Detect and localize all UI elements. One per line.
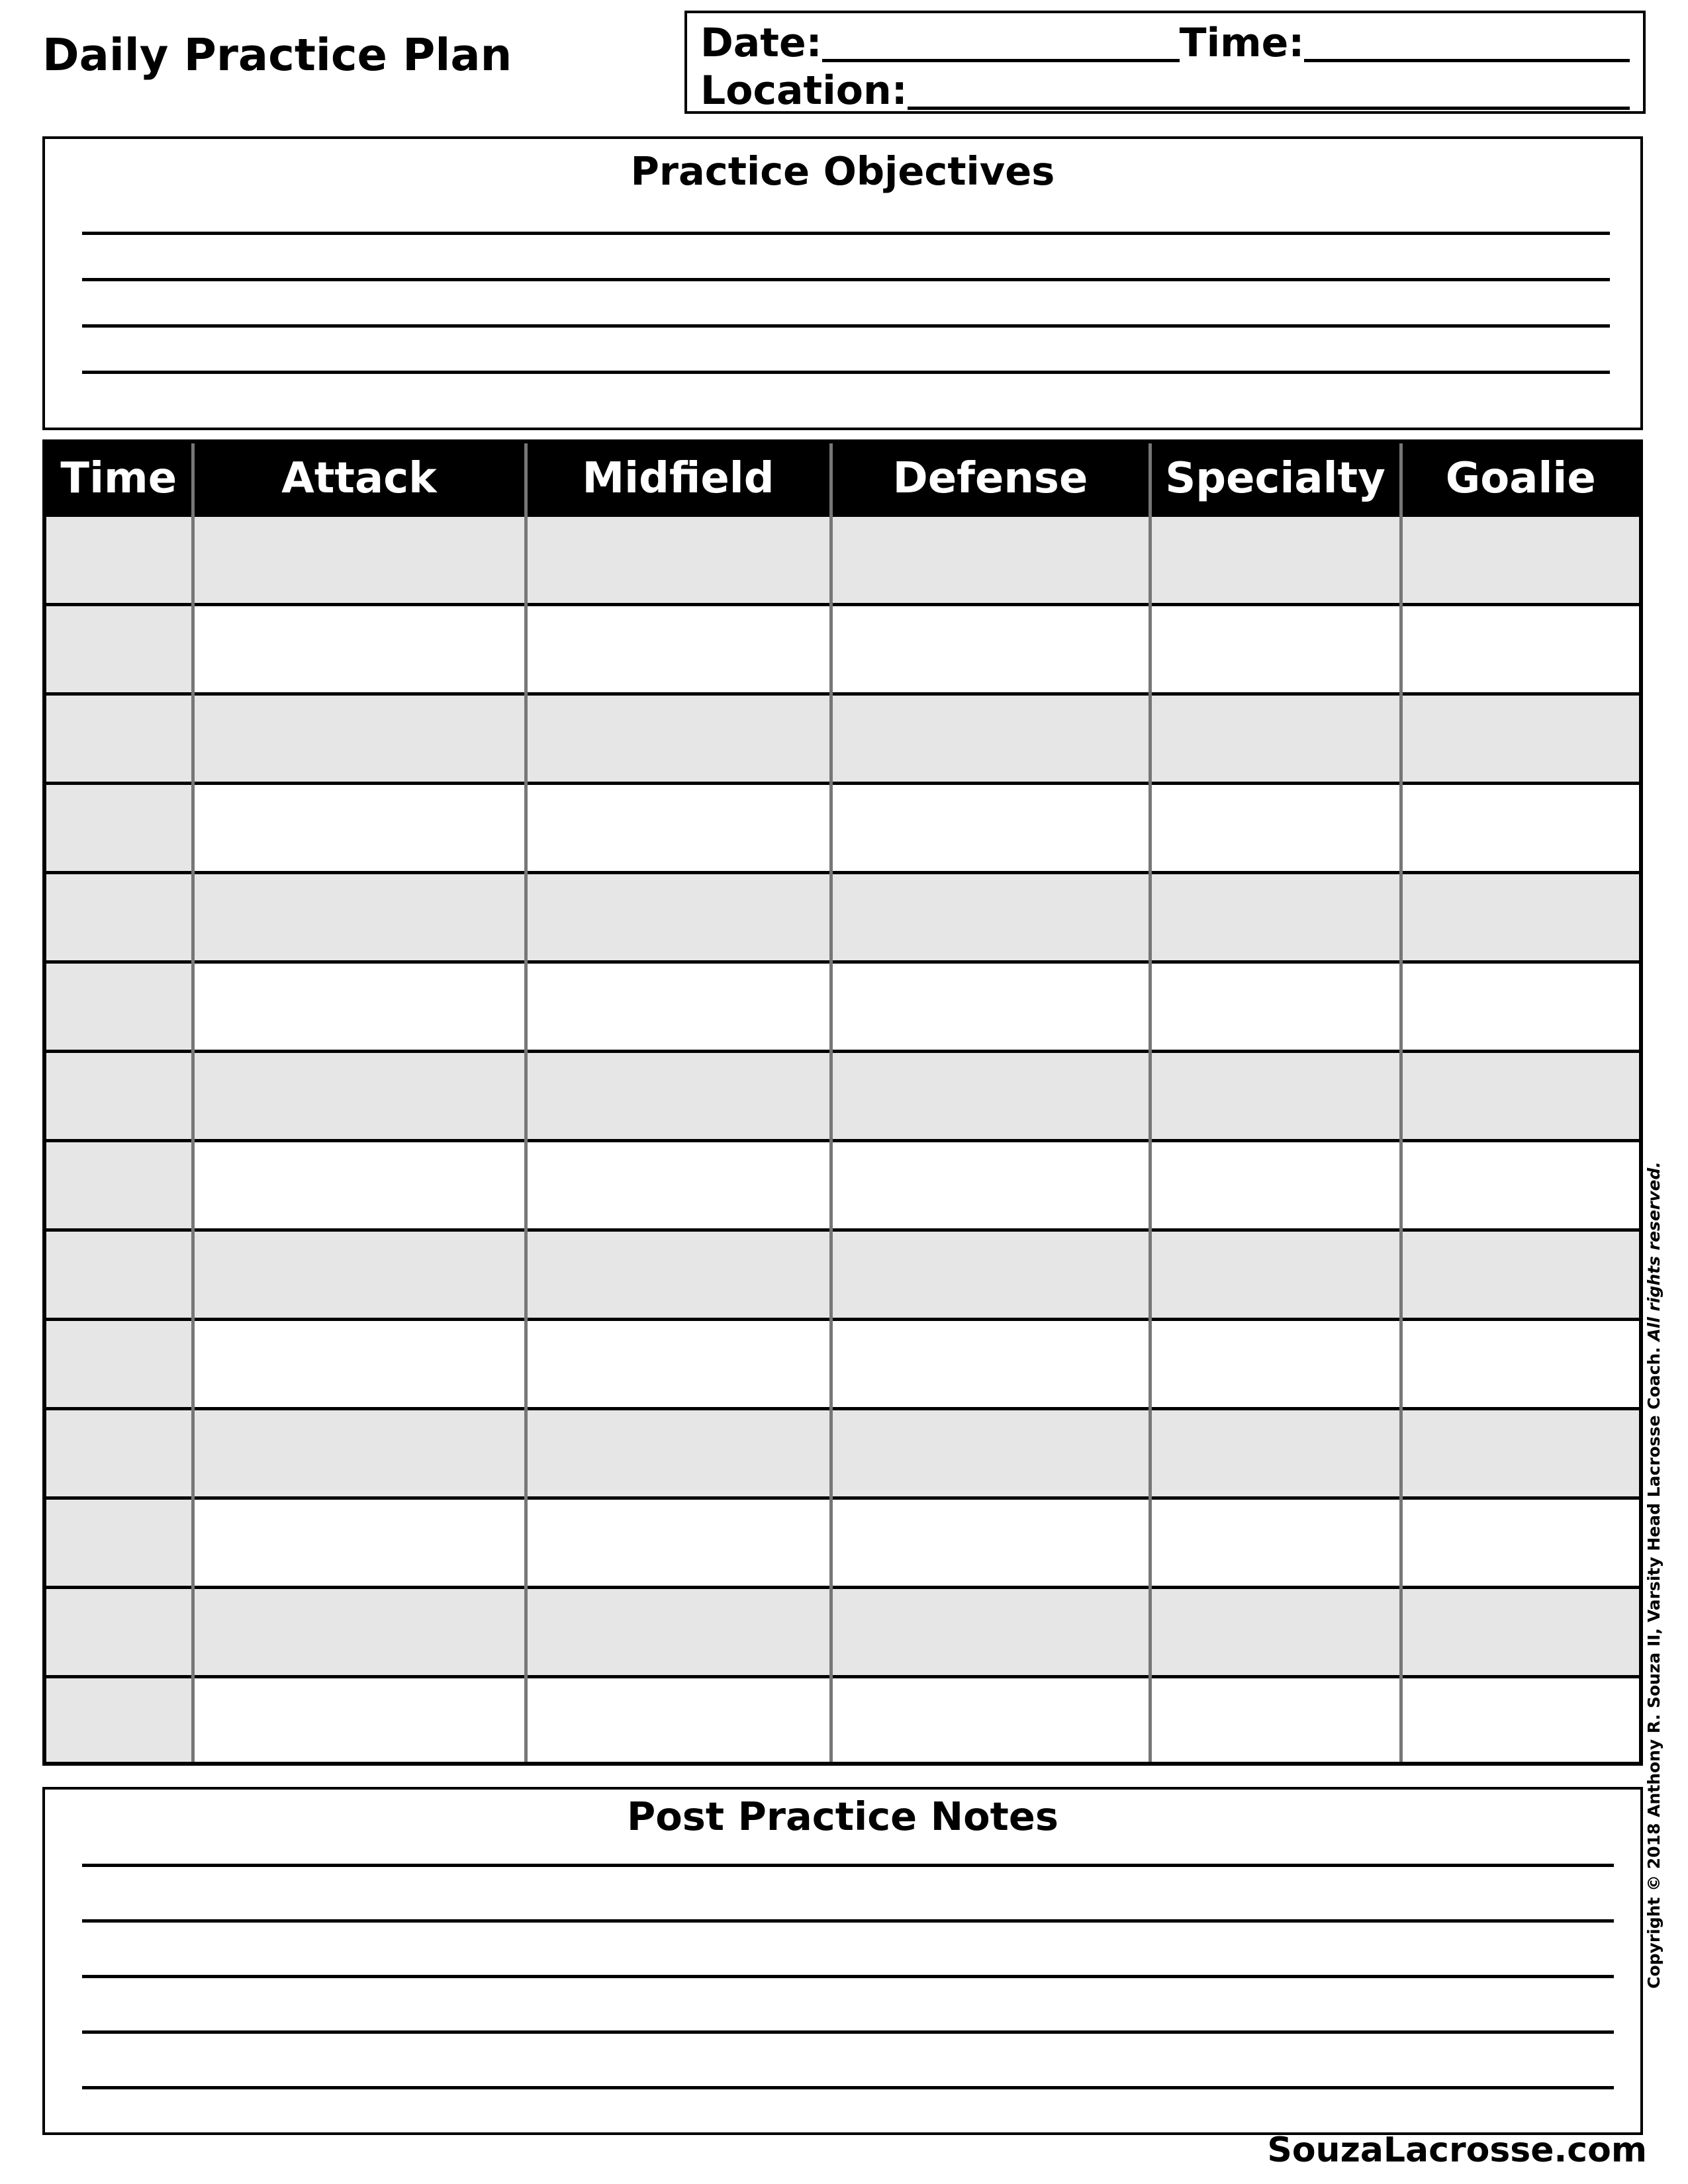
cell-attack[interactable]: [193, 1677, 526, 1765]
column-header-goalie: Goalie: [1401, 443, 1639, 516]
practice-objectives-title: Practice Objectives: [630, 148, 1055, 194]
cell-defense[interactable]: [831, 873, 1150, 962]
cell-specialty[interactable]: [1150, 873, 1401, 962]
cell-specialty[interactable]: [1150, 605, 1401, 694]
objective-line[interactable]: [82, 232, 1610, 235]
cell-specialty[interactable]: [1150, 1052, 1401, 1141]
time-label: Time:: [1179, 20, 1305, 66]
cell-goalie[interactable]: [1401, 694, 1639, 784]
table-row: [46, 1052, 1639, 1141]
cell-goalie[interactable]: [1401, 1588, 1639, 1677]
cell-time[interactable]: [46, 694, 193, 784]
cell-attack[interactable]: [193, 1588, 526, 1677]
cell-midfield[interactable]: [526, 1052, 831, 1141]
cell-specialty[interactable]: [1150, 1141, 1401, 1230]
table-row: [46, 1677, 1639, 1765]
website-footer: SouzaLacrosse.com: [1267, 2130, 1647, 2170]
cell-attack[interactable]: [193, 694, 526, 784]
cell-specialty[interactable]: [1150, 1230, 1401, 1320]
cell-defense[interactable]: [831, 1052, 1150, 1141]
column-header-specialty: Specialty: [1150, 443, 1401, 516]
cell-time[interactable]: [46, 516, 193, 605]
cell-defense[interactable]: [831, 1498, 1150, 1588]
cell-specialty[interactable]: [1150, 1498, 1401, 1588]
cell-specialty[interactable]: [1150, 962, 1401, 1052]
cell-specialty[interactable]: [1150, 1588, 1401, 1677]
table-row: [46, 516, 1639, 605]
cell-time[interactable]: [46, 962, 193, 1052]
cell-attack[interactable]: [193, 784, 526, 873]
cell-time[interactable]: [46, 1141, 193, 1230]
location-label: Location:: [700, 68, 908, 114]
cell-time[interactable]: [46, 1409, 193, 1498]
cell-specialty[interactable]: [1150, 516, 1401, 605]
cell-midfield[interactable]: [526, 1320, 831, 1409]
note-line[interactable]: [82, 1975, 1614, 1978]
cell-midfield[interactable]: [526, 1141, 831, 1230]
cell-midfield[interactable]: [526, 516, 831, 605]
cell-time[interactable]: [46, 873, 193, 962]
schedule-body: [46, 516, 1639, 1765]
table-header-row: [46, 443, 1639, 516]
cell-defense[interactable]: [831, 1409, 1150, 1498]
table-row: [46, 1230, 1639, 1320]
cell-goalie[interactable]: [1401, 1498, 1639, 1588]
cell-attack[interactable]: [193, 962, 526, 1052]
cell-defense[interactable]: [831, 1141, 1150, 1230]
table-row: [46, 1588, 1639, 1677]
cell-defense[interactable]: [831, 605, 1150, 694]
cell-midfield[interactable]: [526, 873, 831, 962]
table-row: [46, 873, 1639, 962]
date-time-row: [700, 21, 1630, 65]
date-time-location-box: [684, 11, 1646, 114]
page-title: Daily Practice Plan: [42, 29, 512, 81]
cell-goalie[interactable]: [1401, 1677, 1639, 1765]
cell-specialty[interactable]: [1150, 1677, 1401, 1765]
time-field[interactable]: [1304, 24, 1630, 62]
cell-time[interactable]: [46, 1588, 193, 1677]
table-row: [46, 784, 1639, 873]
location-row: [700, 69, 1630, 113]
note-line[interactable]: [82, 2030, 1614, 2034]
table-row: [46, 1141, 1639, 1230]
cell-midfield[interactable]: [526, 784, 831, 873]
cell-attack[interactable]: [193, 1320, 526, 1409]
column-header-time: Time: [46, 443, 193, 516]
cell-goalie[interactable]: [1401, 1052, 1639, 1141]
column-header-attack: Attack: [193, 443, 526, 516]
note-line[interactable]: [82, 2086, 1614, 2089]
cell-midfield[interactable]: [526, 1230, 831, 1320]
cell-attack[interactable]: [193, 1498, 526, 1588]
cell-time[interactable]: [46, 1498, 193, 1588]
cell-attack[interactable]: [193, 1052, 526, 1141]
note-line[interactable]: [82, 1919, 1614, 1923]
cell-defense[interactable]: [831, 784, 1150, 873]
copyright-text: Copyright © 2018 Anthony R. Souza II, Varsity Head Lacrosse Coach.: [1644, 1347, 1664, 1989]
cell-midfield[interactable]: [526, 1588, 831, 1677]
cell-goalie[interactable]: [1401, 784, 1639, 873]
column-header-defense: Defense: [831, 443, 1150, 516]
cell-defense[interactable]: [831, 1320, 1150, 1409]
cell-time[interactable]: [46, 784, 193, 873]
cell-attack[interactable]: [193, 1230, 526, 1320]
cell-goalie[interactable]: [1401, 1230, 1639, 1320]
table-row: [46, 962, 1639, 1052]
date-field[interactable]: [822, 24, 1180, 62]
cell-goalie[interactable]: [1401, 1409, 1639, 1498]
copyright-rights: All rights reserved.: [1644, 1161, 1664, 1342]
cell-time[interactable]: [46, 1677, 193, 1765]
table-row: [46, 694, 1639, 784]
post-practice-notes-box: [42, 1787, 1643, 2135]
cell-attack[interactable]: [193, 516, 526, 605]
note-line[interactable]: [82, 1864, 1614, 1867]
cell-midfield[interactable]: [526, 605, 831, 694]
table-row: [46, 1320, 1639, 1409]
cell-defense[interactable]: [831, 1230, 1150, 1320]
cell-specialty[interactable]: [1150, 784, 1401, 873]
cell-midfield[interactable]: [526, 1409, 831, 1498]
objective-line[interactable]: [82, 324, 1610, 328]
objective-line[interactable]: [82, 278, 1610, 281]
post-practice-notes-title: Post Practice Notes: [627, 1794, 1058, 1839]
cell-time[interactable]: [46, 1230, 193, 1320]
cell-goalie[interactable]: [1401, 1320, 1639, 1409]
cell-goalie[interactable]: [1401, 962, 1639, 1052]
cell-goalie[interactable]: [1401, 516, 1639, 605]
practice-objectives-box: [42, 136, 1643, 430]
cell-attack[interactable]: [193, 1141, 526, 1230]
cell-defense[interactable]: [831, 1677, 1150, 1765]
cell-goalie[interactable]: [1401, 1141, 1639, 1230]
cell-time[interactable]: [46, 1320, 193, 1409]
cell-specialty[interactable]: [1150, 1409, 1401, 1498]
cell-time[interactable]: [46, 1052, 193, 1141]
location-field[interactable]: [908, 72, 1630, 110]
practice-schedule-table: [42, 439, 1643, 1766]
cell-attack[interactable]: [193, 605, 526, 694]
objective-line[interactable]: [82, 371, 1610, 374]
table-row: [46, 605, 1639, 694]
cell-defense[interactable]: [831, 962, 1150, 1052]
cell-defense[interactable]: [831, 516, 1150, 605]
table-row: [46, 1409, 1639, 1498]
cell-defense[interactable]: [831, 694, 1150, 784]
cell-goalie[interactable]: [1401, 605, 1639, 694]
cell-defense[interactable]: [831, 1588, 1150, 1677]
column-header-midfield: Midfield: [526, 443, 831, 516]
table-row: [46, 1498, 1639, 1588]
cell-specialty[interactable]: [1150, 694, 1401, 784]
cell-midfield[interactable]: [526, 962, 831, 1052]
cell-attack[interactable]: [193, 1409, 526, 1498]
cell-attack[interactable]: [193, 873, 526, 962]
cell-midfield[interactable]: [526, 694, 831, 784]
cell-specialty[interactable]: [1150, 1320, 1401, 1409]
cell-midfield[interactable]: [526, 1677, 831, 1765]
copyright-notice: [1644, 1161, 1664, 1989]
cell-midfield[interactable]: [526, 1498, 831, 1588]
cell-time[interactable]: [46, 605, 193, 694]
cell-goalie[interactable]: [1401, 873, 1639, 962]
date-label: Date:: [700, 20, 822, 66]
